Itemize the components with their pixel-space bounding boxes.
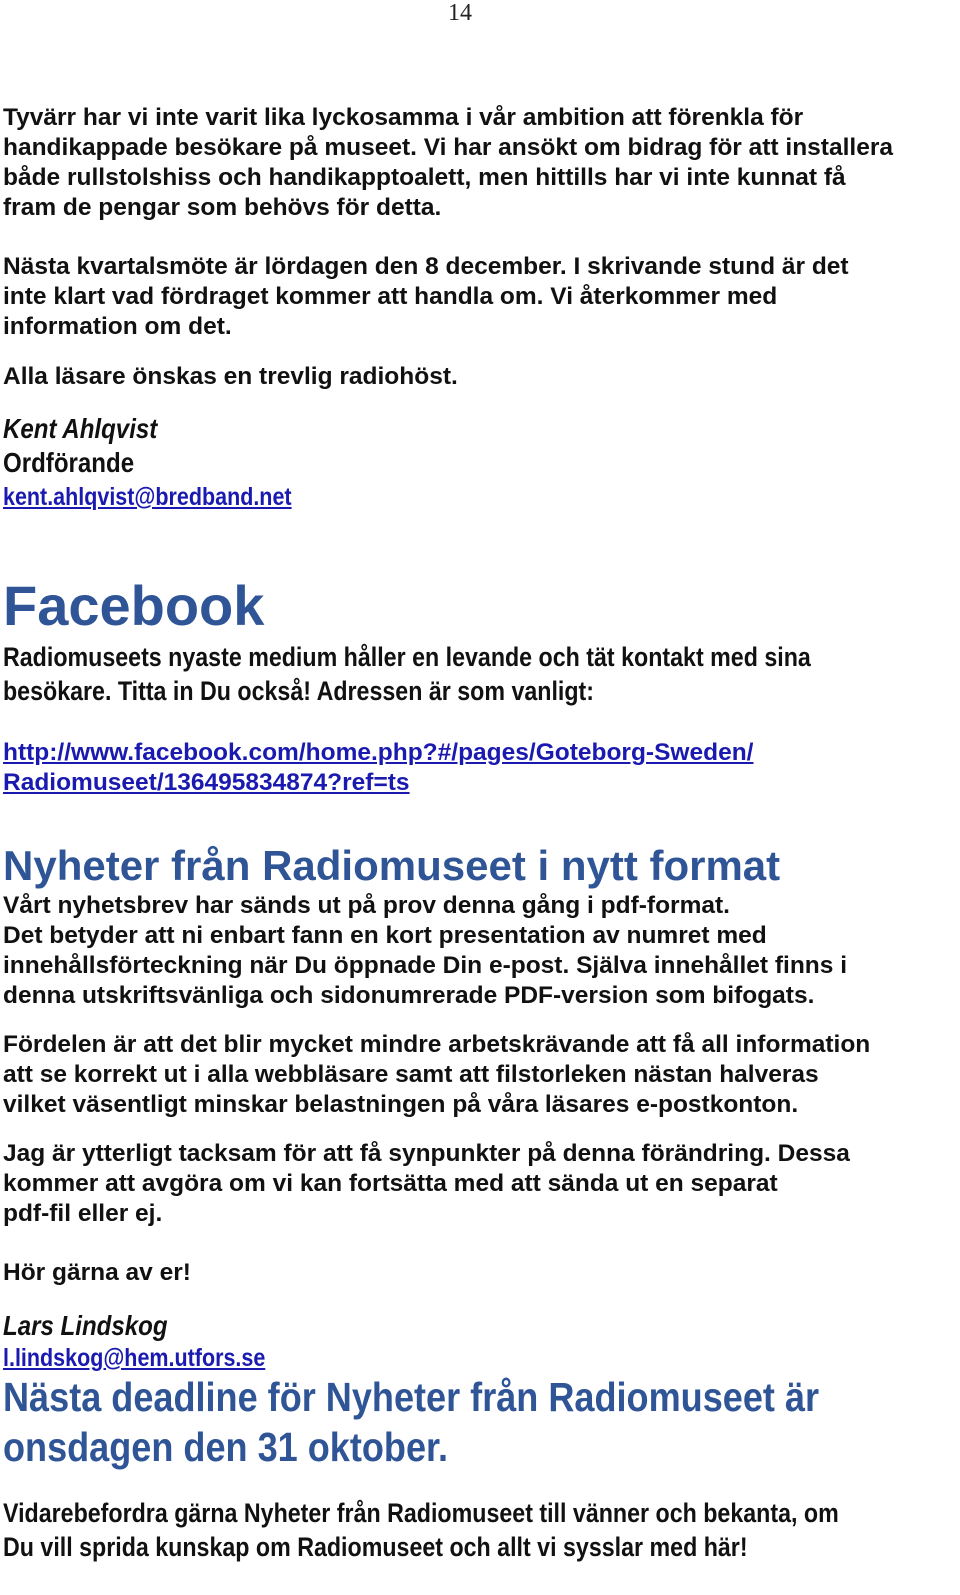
signature-title: Ordförande xyxy=(3,447,135,478)
text-line: fram de pengar som behövs för detta. xyxy=(3,194,442,221)
url-line[interactable]: Radiomuseet/136495834874?ref=ts xyxy=(3,769,410,796)
heading-line: Nästa deadline för Nyheter från Radiomuseet är xyxy=(3,1374,820,1420)
facebook-heading: Facebook xyxy=(3,574,265,637)
intro-paragraph-1 xyxy=(3,103,893,223)
text-line: handikappade besökare på museet. Vi har ansökt om bidrag för att installera xyxy=(3,134,893,161)
newsletter-paragraph-4: Hör gärna av er! xyxy=(3,1259,191,1286)
text-line: Nästa kvartalsmöte är lördagen den 8 december. I skrivande stund är det xyxy=(3,253,849,280)
text-line: Vidarebefordra gärna Nyheter från Radiomuseet till vänner och bekanta, om xyxy=(3,1498,839,1528)
text-line: kommer att avgöra om vi kan fortsätta med att sända ut en separat xyxy=(3,1170,778,1197)
deadline-heading xyxy=(3,1372,819,1472)
newsletter-paragraph-3 xyxy=(3,1139,850,1229)
signature-name: Lars Lindskog xyxy=(3,1310,168,1341)
deadline-text xyxy=(3,1496,839,1564)
text-line: information om det. xyxy=(3,313,232,340)
text-line: pdf-fil eller ej. xyxy=(3,1200,163,1227)
signature-name: Kent Ahlqvist xyxy=(3,413,158,444)
text-line: Jag är ytterligt tacksam för att få synpunkter på denna förändring. Dessa xyxy=(3,1140,850,1167)
text-line: att se korrekt ut i alla webbläsare samt att filstorleken nästan halveras xyxy=(3,1061,819,1088)
text-line: innehållsförteckning när Du öppnade Din e-post. Själva innehållet finns i xyxy=(3,952,848,979)
newsletter-heading: Nyheter från Radiomuseet i nytt format xyxy=(3,842,781,889)
newsletter-paragraph-1 xyxy=(3,891,847,1011)
intro-paragraph-2 xyxy=(3,252,849,342)
text-line: Du vill sprida kunskap om Radiomuseet och allt vi sysslar med här! xyxy=(3,1532,748,1562)
text-line: inte klart vad fördraget kommer att handla om. Vi återkommer med xyxy=(3,283,778,310)
facebook-url-link[interactable] xyxy=(3,738,753,798)
text-line: Vårt nyhetsbrev har sänds ut på prov denna gång i pdf-format. xyxy=(3,892,730,919)
text-line: besökare. Titta in Du också! Adressen är som vanligt: xyxy=(3,676,595,706)
intro-paragraph-3: Alla läsare önskas en trevlig radiohöst. xyxy=(3,363,458,390)
signature-email-link[interactable]: l.lindskog@hem.utfors.se xyxy=(3,1344,266,1372)
text-line: vilket väsentligt minskar belastningen på våra läsares e-postkonton. xyxy=(3,1091,799,1118)
heading-line: onsdagen den 31 oktober. xyxy=(3,1424,449,1470)
signature-email-link[interactable]: kent.ahlqvist@bredband.net xyxy=(3,483,292,511)
text-line: både rullstolshiss och handikapptoalett, men hittills har vi inte kunnat få xyxy=(3,164,846,191)
text-line: Fördelen är att det blir mycket mindre arbetskrävande att få all information xyxy=(3,1031,871,1058)
text-line: Tyvärr har vi inte varit lika lyckosamma i vår ambition att förenkla för xyxy=(3,104,804,131)
facebook-text xyxy=(3,640,811,708)
text-line: denna utskriftsvänliga och sidonumrerade PDF-version som bifogats. xyxy=(3,982,815,1009)
text-line: Det betyder att ni enbart fann en kort presentation av numret med xyxy=(3,922,767,949)
newsletter-paragraph-2 xyxy=(3,1030,870,1120)
url-line[interactable]: http://www.facebook.com/home.php?#/pages/Goteborg-Sweden/ xyxy=(3,739,754,766)
page-number: 14 xyxy=(448,0,472,26)
text-line: Radiomuseets nyaste medium håller en levande och tät kontakt med sina xyxy=(3,642,811,672)
